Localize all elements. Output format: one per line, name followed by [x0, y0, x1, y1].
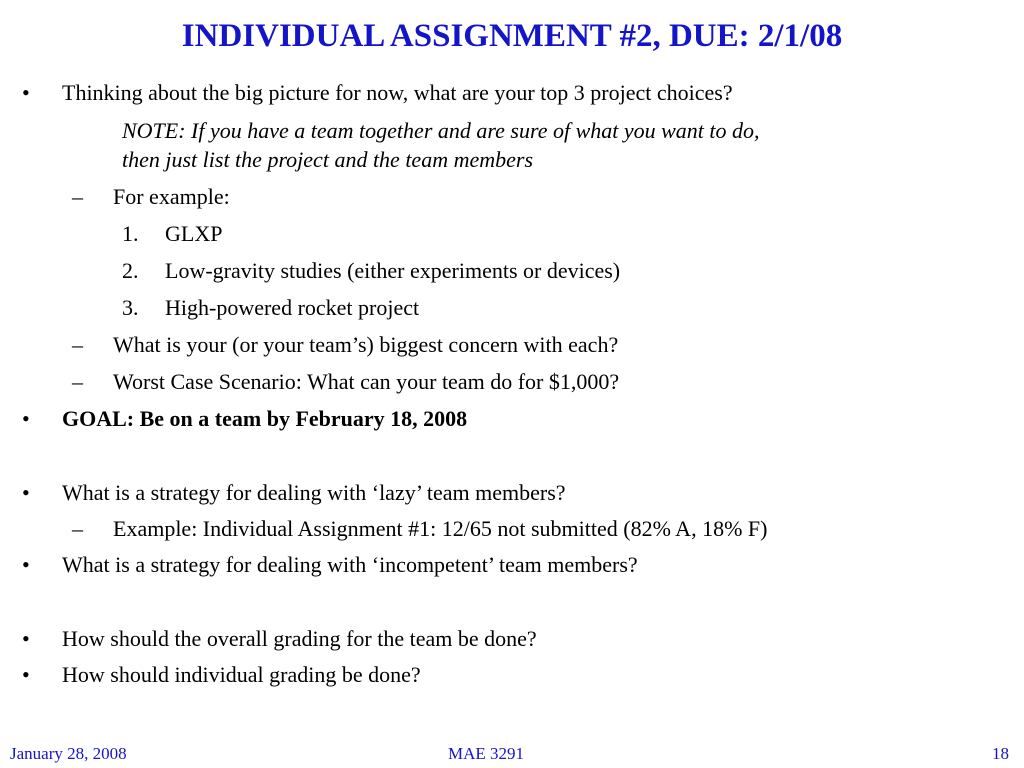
list-item-low-gravity: Low-gravity studies (either experiments or devices): [165, 258, 621, 283]
bullet-text-incompetent: What is a strategy for dealing with ‘incompetent’ team members?: [62, 552, 638, 577]
bullet-icon: •: [22, 662, 30, 687]
list-item-glxp: GLXP: [165, 221, 223, 246]
bullet-icon: •: [22, 406, 30, 431]
dash-icon: –: [72, 184, 83, 209]
bullet-icon: •: [22, 626, 30, 651]
footer-page-number: 18: [992, 744, 1009, 763]
list-number: 3.: [122, 295, 139, 320]
bullet-text-lazy: What is a strategy for dealing with ‘lazy’ team members?: [62, 480, 566, 505]
slide-title: INDIVIDUAL ASSIGNMENT #2, DUE: 2/1/08: [181, 18, 843, 54]
bullet-text-goal: GOAL: Be on a team by February 18, 2008: [62, 406, 468, 431]
sub-bullet-for-example: For example:: [113, 184, 230, 209]
sub-bullet-example-assignment: Example: Individual Assignment #1: 12/65 not submitted (82% A, 18% F): [113, 516, 768, 541]
footer-course: MAE 3291: [448, 744, 525, 763]
bullet-icon: •: [22, 80, 30, 105]
bullet-icon: •: [22, 480, 30, 505]
list-number: 1.: [122, 221, 139, 246]
dash-icon: –: [72, 516, 83, 541]
dash-icon: –: [72, 369, 83, 394]
bullet-text-team-grading: How should the overall grading for the team be done?: [62, 626, 537, 651]
footer-date: January 28, 2008: [10, 744, 127, 763]
bullet-icon: •: [22, 552, 30, 577]
list-number: 2.: [122, 258, 139, 283]
note-line-1: NOTE: If you have a team together and are sure of what you want to do,: [122, 118, 760, 143]
sub-bullet-worst-case: Worst Case Scenario: What can your team do for $1,000?: [113, 369, 620, 394]
dash-icon: –: [72, 332, 83, 357]
list-item-rocket: High-powered rocket project: [165, 295, 420, 320]
sub-bullet-concern: What is your (or your team’s) biggest concern with each?: [113, 332, 619, 357]
bullet-text-individual-grading: How should individual grading be done?: [62, 662, 421, 687]
note-line-2: then just list the project and the team members: [122, 147, 534, 172]
bullet-text-top-choices: Thinking about the big picture for now, what are your top 3 project choices?: [62, 80, 733, 105]
